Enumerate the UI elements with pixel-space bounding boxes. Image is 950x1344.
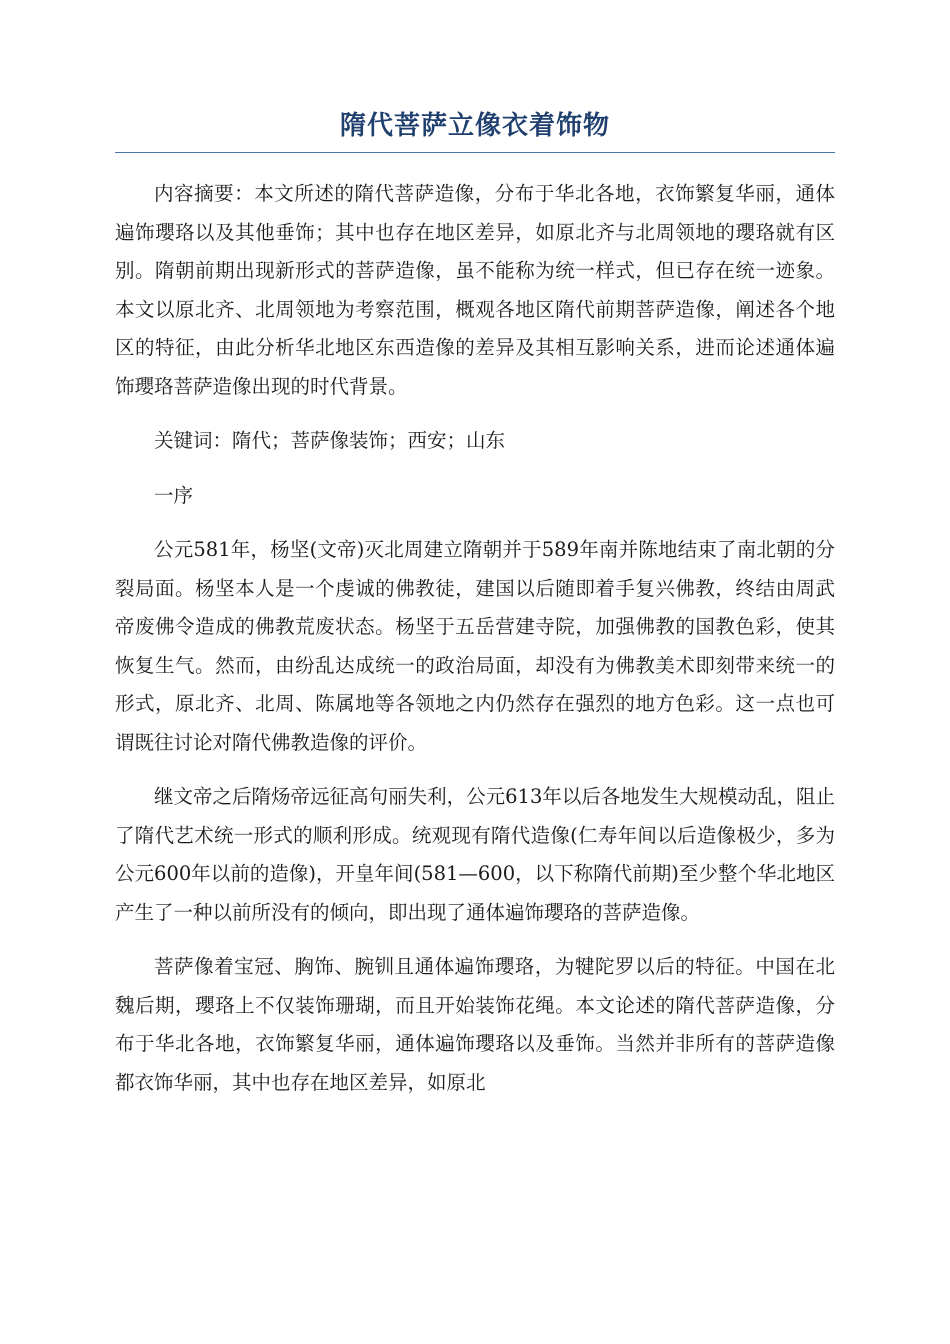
section-heading: 一序 [154,483,194,507]
keywords-line: 关键词：隋代；菩萨像装饰；西安；山东 [154,429,506,452]
body-paragraph-3: 菩萨像着宝冠、胸饰、腕钏且通体遍饰瓔珞，为犍陀罗以后的特征。中国在北魏后期，瓔珞上不仅装饰珊瑚，而且开始装饰花绳。本文论述的隋代菩萨造像，分布于华北各地，衣饰繁复华丽，通体遍饰瓔珞以及垂饰。当然并非所有的菩萨造像都衣饰华丽，其中也存在地区差异，如原北 [115,955,835,1094]
abstract-paragraph: 内容摘要：本文所述的隋代菩萨造像，分布于华北各地，衣饰繁复华丽，通体遍饰瓔珞以及其他垂饰；其中也存在地区差异，如原北齐与北周领地的瓔珞就有区别。隋朝前期出现新形式的菩萨造像，虽不能称为统一样式，但已存在统一迹象。本文以原北齐、北周领地为考察范围，概观各地区隋代前期菩萨造像，阐述各个地区的特征，由此分析华北地区东西造像的差异及其相互影响关系，进而论述通体遍饰瓔珞菩萨造像出现的时代背景。 [115,182,835,398]
body-paragraph-2: 继文帝之后隋炀帝远征高句丽失利，公元613年以后各地发生大规模动乱，阻止了隋代艺术统一形式的顺利形成。统观现有隋代造像(仁寿年间以后造像极少，多为公元600年以前的造像)，开皇年间(581—600，以下称隋代前期)至少整个华北地区产生了一种以前所没有的倾向，即出现了通体遍饰瓔珞的菩萨造像。 [115,785,835,924]
body-paragraph-1: 公元581年，杨坚(文帝)灭北周建立隋朝并于589年南并陈地结束了南北朝的分裂局面。杨坚本人是一个虔诚的佛教徒，建国以后随即着手复兴佛教，终结由周武帝废佛令造成的佛教荒废状态。杨坚于五岳营建寺院，加强佛教的国教色彩，使其恢复生气。然而，由纷乱达成统一的政治局面，却没有为佛教美术即刻带来统一的形式，原北齐、北周、陈属地等各领地之内仍然存在强烈的地方色彩。这一点也可谓既往讨论对隋代佛教造像的评价。 [115,538,835,754]
document-title: 隋代菩萨立像衣着饰物 [115,108,835,153]
document-page [115,108,835,1102]
